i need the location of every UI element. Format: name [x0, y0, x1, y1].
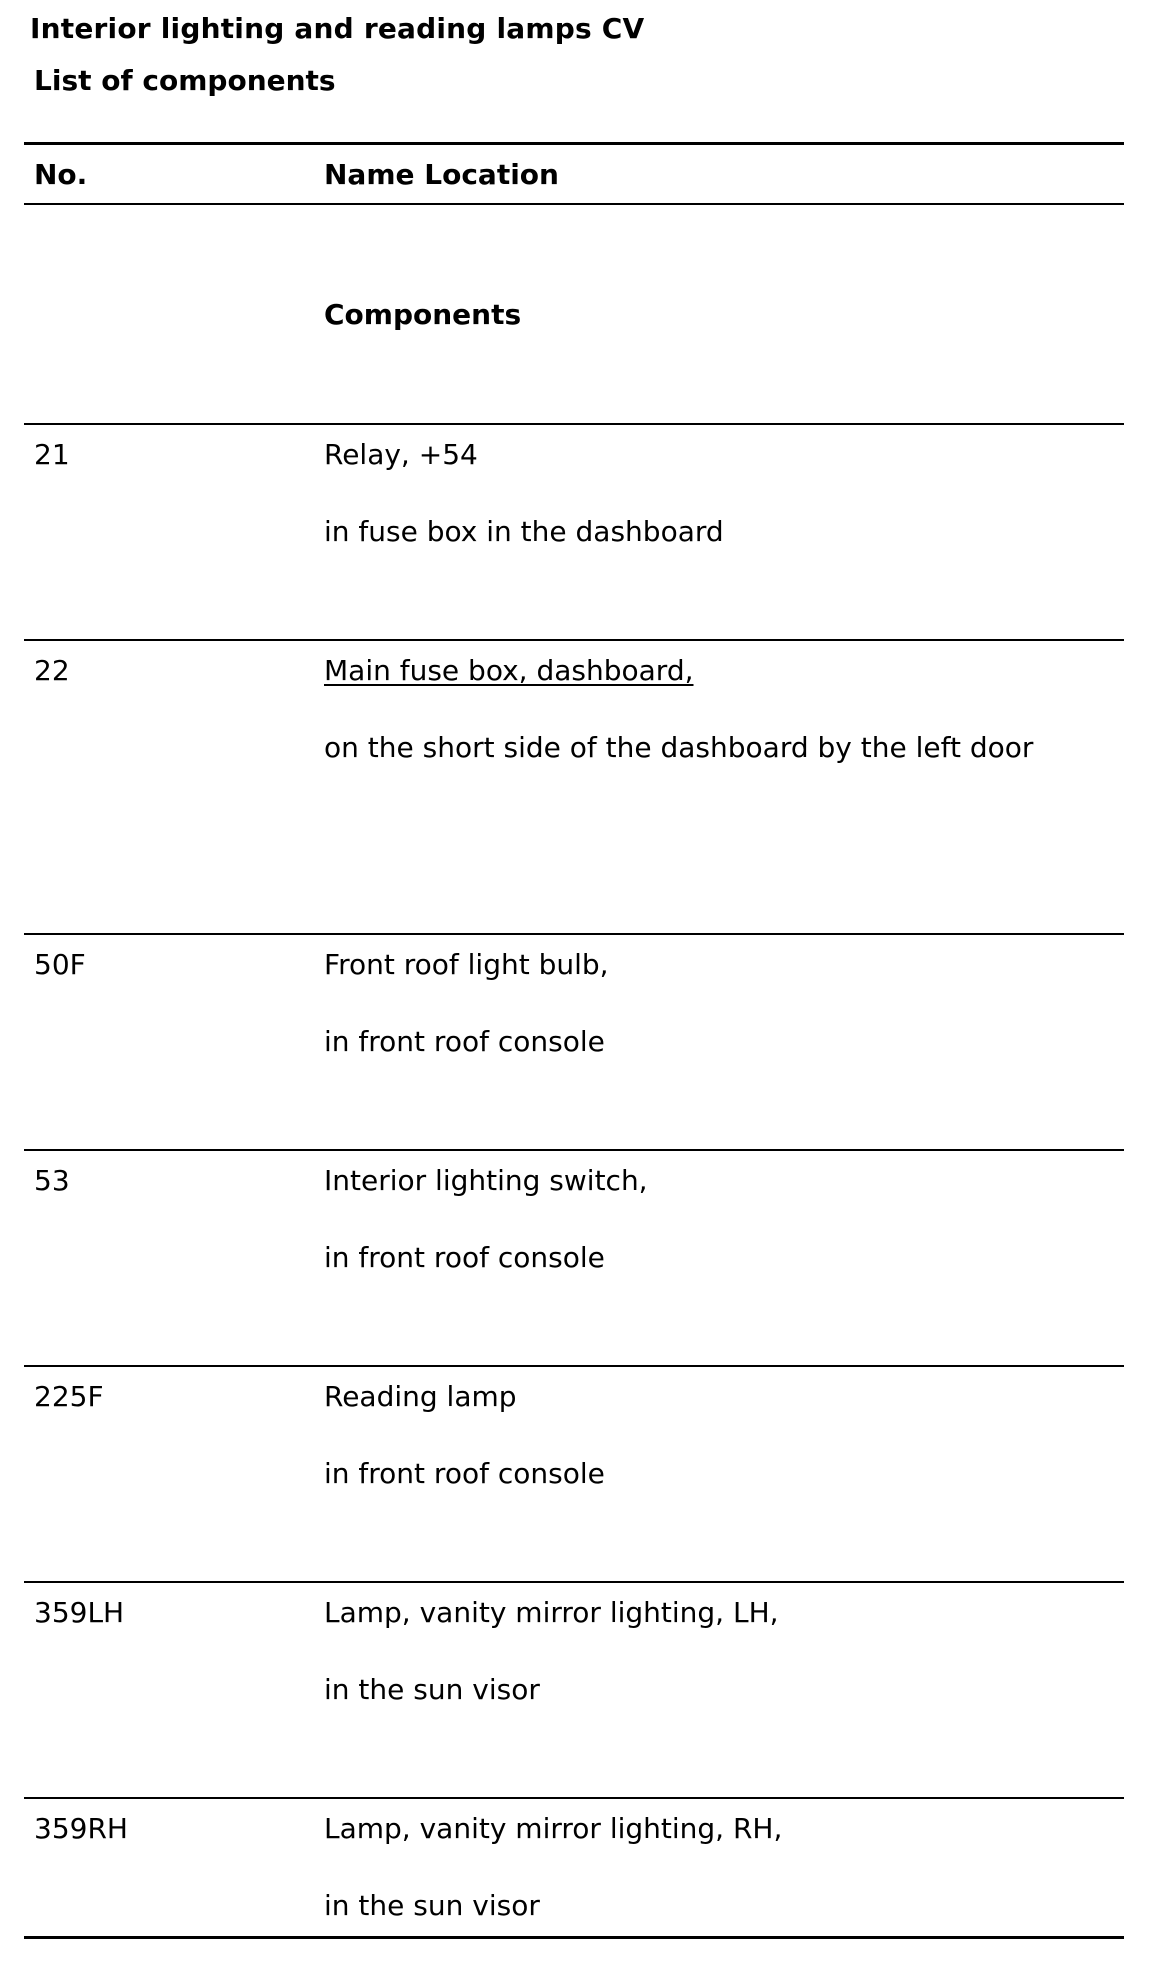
component-location: in front roof console [324, 1025, 605, 1058]
component-number: 359RH [34, 1812, 128, 1845]
component-number: 21 [34, 438, 70, 471]
section-label: Components [324, 298, 522, 331]
component-number: 50F [34, 948, 86, 981]
component-location: on the short side of the dashboard by the left door [324, 731, 1034, 764]
component-location: in the sun visor [324, 1889, 540, 1922]
row-divider [24, 1581, 1124, 1583]
row-divider [24, 933, 1124, 935]
component-name: Relay, +54 [324, 438, 478, 471]
table-bottom-rule [24, 1936, 1124, 1939]
component-location: in fuse box in the dashboard [324, 515, 724, 548]
component-number: 225F [34, 1380, 104, 1413]
component-number: 53 [34, 1164, 70, 1197]
row-divider [24, 639, 1124, 641]
component-name: Lamp, vanity mirror lighting, RH, [324, 1812, 783, 1845]
header-bottom-rule [24, 203, 1124, 205]
header-top-rule [24, 142, 1124, 145]
row-divider [24, 1797, 1124, 1799]
component-location: in the sun visor [324, 1673, 540, 1706]
component-number: 22 [34, 654, 70, 687]
row-divider [24, 1149, 1124, 1151]
component-name: Interior lighting switch, [324, 1164, 648, 1197]
row-divider [24, 423, 1124, 425]
component-name: Reading lamp [324, 1380, 517, 1413]
header-name-location: Name Location [324, 158, 559, 191]
document-subtitle: List of components [34, 64, 336, 97]
component-name: Lamp, vanity mirror lighting, LH, [324, 1596, 779, 1629]
document-title: Interior lighting and reading lamps CV [30, 12, 645, 45]
component-location: in front roof console [324, 1457, 605, 1490]
row-divider [24, 1365, 1124, 1367]
component-name: Front roof light bulb, [324, 948, 609, 981]
component-name-link[interactable]: Main fuse box, dashboard, [324, 654, 694, 687]
header-no: No. [34, 158, 88, 191]
component-location: in front roof console [324, 1241, 605, 1274]
component-number: 359LH [34, 1596, 125, 1629]
